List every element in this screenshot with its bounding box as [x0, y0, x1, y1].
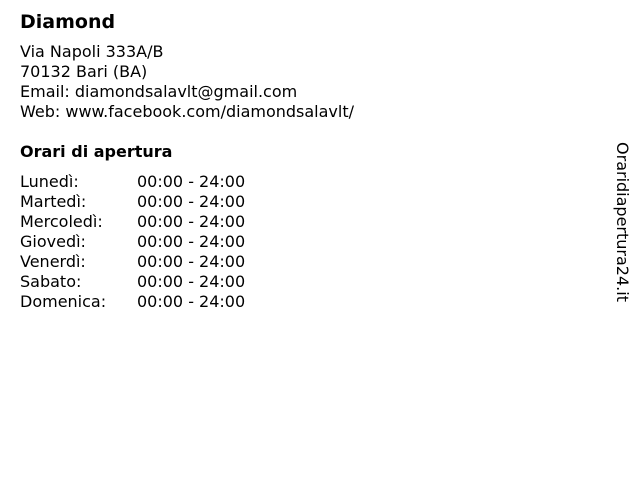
time-range: 00:00 - 24:00 [137, 232, 246, 251]
day-label: Venerdì: [20, 252, 86, 271]
time-range: 00:00 - 24:00 [137, 212, 246, 231]
hours-row-tuesday [20, 192, 580, 212]
address-block [20, 42, 580, 122]
site-brand-vertical: Oraridiapertura24.it [613, 142, 632, 302]
address-city: 70132 Bari (BA) [20, 62, 148, 81]
time-range: 00:00 - 24:00 [137, 192, 246, 211]
hours-row-wednesday [20, 212, 580, 232]
time-range: 00:00 - 24:00 [137, 292, 246, 311]
opening-hours-table [20, 172, 580, 312]
day-label: Domenica: [20, 292, 107, 311]
address-street: Via Napoli 333A/B [20, 42, 164, 61]
business-name: Diamond [20, 11, 116, 33]
hours-row-sunday [20, 292, 580, 312]
email-line: Email: diamondsalavlt@gmail.com [20, 82, 298, 101]
opening-hours-heading: Orari di apertura [20, 142, 173, 161]
hours-row-saturday [20, 272, 580, 292]
time-range: 00:00 - 24:00 [137, 172, 246, 191]
web-line: Web: www.facebook.com/diamondsalavlt/ [20, 102, 355, 121]
time-range: 00:00 - 24:00 [137, 252, 246, 271]
time-range: 00:00 - 24:00 [137, 272, 246, 291]
day-label: Martedì: [20, 192, 87, 211]
day-label: Lunedì: [20, 172, 79, 191]
hours-row-friday [20, 252, 580, 272]
business-card [20, 10, 580, 312]
day-label: Mercoledì: [20, 212, 103, 231]
day-label: Giovedì: [20, 232, 86, 251]
hours-row-monday [20, 172, 580, 192]
hours-row-thursday [20, 232, 580, 252]
day-label: Sabato: [20, 272, 82, 291]
